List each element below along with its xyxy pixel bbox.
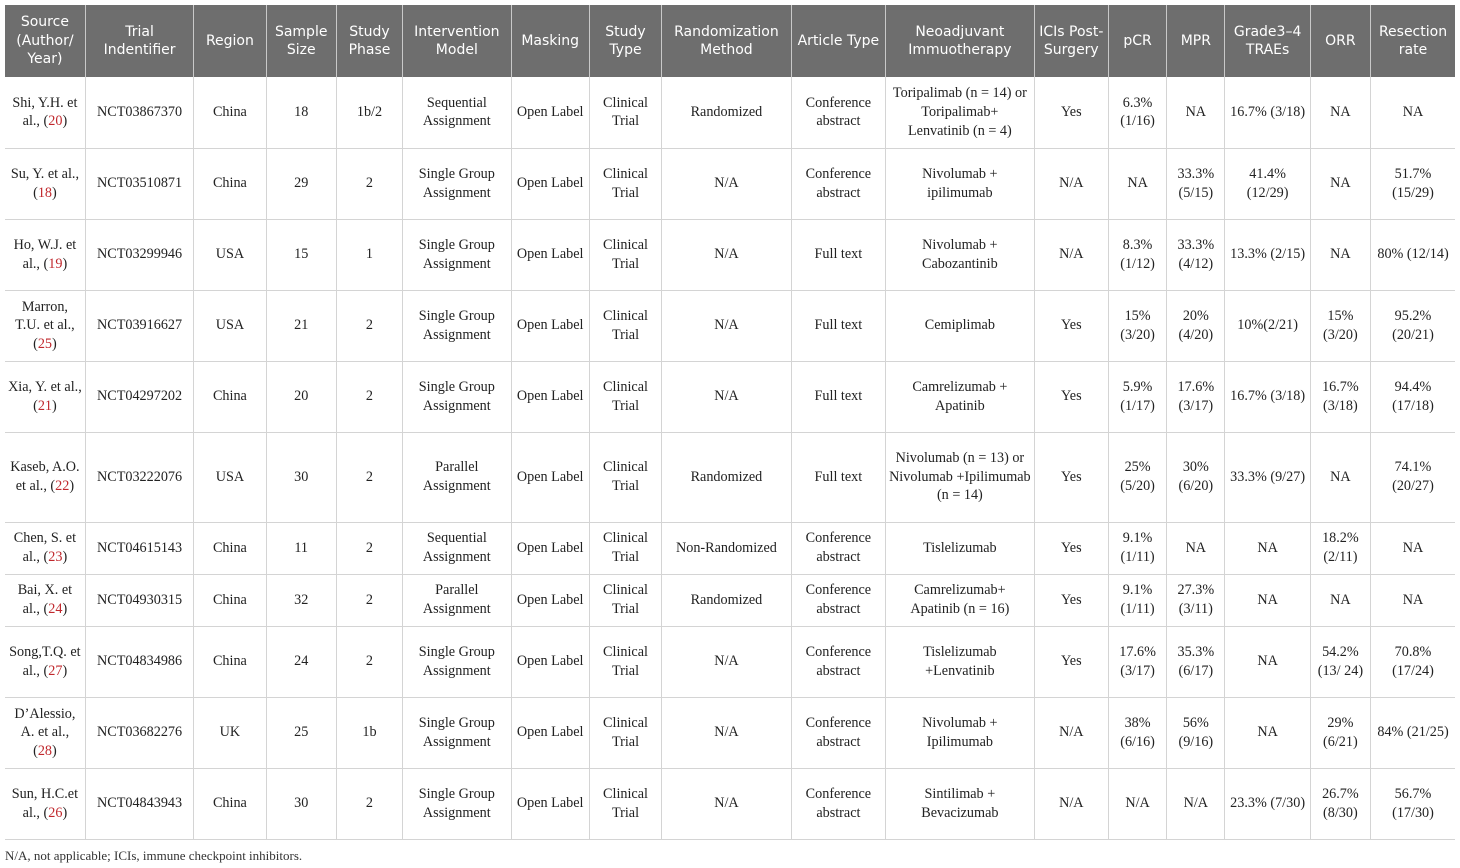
phase-cell: 2 <box>336 148 402 219</box>
intervention-model-cell: Parallel Assignment <box>403 432 511 522</box>
phase-cell: 2 <box>336 290 402 361</box>
resection-rate-cell: NA <box>1371 574 1455 626</box>
source-cell: Marron, T.U. et al., (25) <box>5 290 85 361</box>
randomization-cell: Randomized <box>662 77 792 148</box>
header-article-type: Article Type <box>791 5 885 77</box>
immunotherapy-cell: Nivolumab + Ipilimumab <box>886 697 1035 768</box>
source-author: Xia, Y. et al., <box>8 378 82 395</box>
pcr-cell: 15% (3/20) <box>1108 290 1166 361</box>
article-type-cell: Conference abstract <box>791 148 885 219</box>
sample-size-cell: 32 <box>266 574 336 626</box>
phase-cell: 2 <box>336 361 402 432</box>
article-type-cell: Full text <box>791 361 885 432</box>
resection-rate-cell: 56.7% (17/30) <box>1371 768 1455 839</box>
sample-size-cell: 24 <box>266 626 336 697</box>
table-row <box>5 219 1455 290</box>
pcr-cell: 9.1% (1/11) <box>1108 522 1166 574</box>
mpr-cell: 20% (4/20) <box>1167 290 1225 361</box>
table-row <box>5 574 1455 626</box>
reference-link[interactable]: 20 <box>48 113 63 130</box>
study-type-cell: Clinical Trial <box>589 148 661 219</box>
source-cell: Su, Y. et al., (18) <box>5 148 85 219</box>
pcr-cell: 5.9% (1/17) <box>1108 361 1166 432</box>
article-type-cell: Conference abstract <box>791 522 885 574</box>
reference-link[interactable]: 21 <box>37 397 52 414</box>
sample-size-cell: 15 <box>266 219 336 290</box>
masking-cell: Open Label <box>511 626 589 697</box>
trial-id-cell: NCT04930315 <box>85 574 193 626</box>
intervention-model-cell: Single Group Assignment <box>403 148 511 219</box>
reference-link[interactable]: 23 <box>48 549 63 565</box>
source-cell: Shi, Y.H. et al., (20) <box>5 77 85 148</box>
table-row <box>5 361 1455 432</box>
study-type-cell: Clinical Trial <box>589 626 661 697</box>
trial-id-cell: NCT03867370 <box>85 77 193 148</box>
ici-post-surgery-cell: Yes <box>1034 522 1108 574</box>
trial-id-cell: NCT03916627 <box>85 290 193 361</box>
masking-cell: Open Label <box>511 574 589 626</box>
traes-cell: 33.3% (9/27) <box>1225 432 1310 522</box>
region-cell: China <box>194 768 266 839</box>
table-row <box>5 432 1455 522</box>
sample-size-cell: 21 <box>266 290 336 361</box>
randomization-cell: N/A <box>662 626 792 697</box>
sample-size-cell: 29 <box>266 148 336 219</box>
orr-cell: NA <box>1310 432 1370 522</box>
region-cell: China <box>194 361 266 432</box>
immunotherapy-cell: Sintilimab + Bevacizumab <box>886 768 1035 839</box>
study-type-cell: Clinical Trial <box>589 522 661 574</box>
resection-rate-cell: 80% (12/14) <box>1371 219 1455 290</box>
sample-size-cell: 20 <box>266 361 336 432</box>
header-orr: ORR <box>1310 5 1370 77</box>
mpr-cell: 27.3% (3/11) <box>1167 574 1225 626</box>
resection-rate-cell: NA <box>1371 522 1455 574</box>
pcr-cell: 38% (6/16) <box>1108 697 1166 768</box>
table-row <box>5 697 1455 768</box>
table-body <box>5 77 1455 839</box>
study-type-cell: Clinical Trial <box>589 768 661 839</box>
ici-post-surgery-cell: N/A <box>1034 219 1108 290</box>
randomization-cell: Non-Randomized <box>662 522 792 574</box>
pcr-cell: 8.3% (1/12) <box>1108 219 1166 290</box>
region-cell: USA <box>194 219 266 290</box>
study-type-cell: Clinical Trial <box>589 432 661 522</box>
reference-link[interactable]: 22 <box>55 478 70 494</box>
masking-cell: Open Label <box>511 361 589 432</box>
randomization-cell: N/A <box>662 290 792 361</box>
ici-post-surgery-cell: Yes <box>1034 432 1108 522</box>
phase-cell: 2 <box>336 574 402 626</box>
masking-cell: Open Label <box>511 77 589 148</box>
traes-cell: 10%(2/21) <box>1225 290 1310 361</box>
trial-id-cell: NCT03222076 <box>85 432 193 522</box>
header-resection-rate: Resection rate <box>1371 5 1455 77</box>
phase-cell: 2 <box>336 626 402 697</box>
header-immunotherapy: Neoadjuvant Immuotherapy <box>886 5 1035 77</box>
mpr-cell: N/A <box>1167 768 1225 839</box>
ici-post-surgery-cell: N/A <box>1034 697 1108 768</box>
resection-rate-cell: 84% (21/25) <box>1371 697 1455 768</box>
immunotherapy-cell: Toripalimab (n = 14) or Toripalimab+ Lenvatinib (n = 4) <box>886 77 1035 148</box>
source-author: Shi, Y.H. et al., <box>12 94 78 130</box>
masking-cell: Open Label <box>511 148 589 219</box>
source-cell: Chen, S. et al., (23) <box>5 522 85 574</box>
header-ici-post-surgery: ICIs Post-Surgery <box>1034 5 1108 77</box>
ici-post-surgery-cell: N/A <box>1034 148 1108 219</box>
intervention-model-cell: Sequential Assignment <box>403 522 511 574</box>
sample-size-cell: 25 <box>266 697 336 768</box>
orr-cell: NA <box>1310 77 1370 148</box>
pcr-cell: 17.6% (3/17) <box>1108 626 1166 697</box>
header-pcr: pCR <box>1108 5 1166 77</box>
traes-cell: 23.3% (7/30) <box>1225 768 1310 839</box>
mpr-cell: 17.6% (3/17) <box>1167 361 1225 432</box>
pcr-cell: 6.3% (1/16) <box>1108 77 1166 148</box>
trial-id-cell: NCT04834986 <box>85 626 193 697</box>
phase-cell: 1b/2 <box>336 77 402 148</box>
orr-cell: 54.2% (13/ 24) <box>1310 626 1370 697</box>
phase-cell: 1 <box>336 219 402 290</box>
intervention-model-cell: Single Group Assignment <box>403 697 511 768</box>
reference-link[interactable]: 24 <box>48 601 63 617</box>
header-intervention-model: Intervention Model <box>403 5 511 77</box>
source-cell: D’Alessio, A. et al., (28) <box>5 697 85 768</box>
header-masking: Masking <box>511 5 589 77</box>
masking-cell: Open Label <box>511 522 589 574</box>
study-type-cell: Clinical Trial <box>589 77 661 148</box>
randomization-cell: N/A <box>662 219 792 290</box>
intervention-model-cell: Single Group Assignment <box>403 626 511 697</box>
immunotherapy-cell: Tislelizumab <box>886 522 1035 574</box>
source-author: Su, Y. et al., <box>10 165 79 182</box>
ici-post-surgery-cell: Yes <box>1034 77 1108 148</box>
immunotherapy-cell: Nivolumab + ipilimumab <box>886 148 1035 219</box>
immunotherapy-cell: Nivolumab + Cabozantinib <box>886 219 1035 290</box>
source-cell: Kaseb, A.O. et al., (22) <box>5 432 85 522</box>
traes-cell: 16.7% (3/18) <box>1225 361 1310 432</box>
article-type-cell: Conference abstract <box>791 626 885 697</box>
randomization-cell: Randomized <box>662 432 792 522</box>
ici-post-surgery-cell: Yes <box>1034 574 1108 626</box>
orr-cell: NA <box>1310 148 1370 219</box>
table-row <box>5 148 1455 219</box>
randomization-cell: N/A <box>662 768 792 839</box>
intervention-model-cell: Single Group Assignment <box>403 219 511 290</box>
sample-size-cell: 18 <box>266 77 336 148</box>
pcr-cell: N/A <box>1108 768 1166 839</box>
trial-id-cell: NCT04843943 <box>85 768 193 839</box>
mpr-cell: 56% (9/16) <box>1167 697 1225 768</box>
header-traes: Grade3–4 TRAEs <box>1225 5 1310 77</box>
pcr-cell: 25% (5/20) <box>1108 432 1166 522</box>
region-cell: USA <box>194 290 266 361</box>
source-author: D’Alessio, A. et al., <box>14 705 76 741</box>
table-row <box>5 290 1455 361</box>
mpr-cell: 33.3% (5/15) <box>1167 148 1225 219</box>
sample-size-cell: 30 <box>266 432 336 522</box>
header-mpr: MPR <box>1167 5 1225 77</box>
source-author: Sun, H.C.et al., <box>11 785 79 821</box>
source-cell: Song,T.Q. et al., (27) <box>5 626 85 697</box>
source-author: Chen, S. et al., <box>13 530 77 565</box>
orr-cell: 18.2% (2/11) <box>1310 522 1370 574</box>
intervention-model-cell: Sequential Assignment <box>403 77 511 148</box>
traes-cell: NA <box>1225 574 1310 626</box>
randomization-cell: Randomized <box>662 574 792 626</box>
table-row <box>5 77 1455 148</box>
orr-cell: 29% (6/21) <box>1310 697 1370 768</box>
region-cell: China <box>194 148 266 219</box>
traes-cell: 16.7% (3/18) <box>1225 77 1310 148</box>
region-cell: China <box>194 77 266 148</box>
intervention-model-cell: Single Group Assignment <box>403 361 511 432</box>
phase-cell: 2 <box>336 522 402 574</box>
masking-cell: Open Label <box>511 219 589 290</box>
mpr-cell: 33.3% (4/12) <box>1167 219 1225 290</box>
article-type-cell: Full text <box>791 432 885 522</box>
pcr-cell: 9.1% (1/11) <box>1108 574 1166 626</box>
traes-cell: 13.3% (2/15) <box>1225 219 1310 290</box>
orr-cell: NA <box>1310 219 1370 290</box>
mpr-cell: 35.3% (6/17) <box>1167 626 1225 697</box>
study-type-cell: Clinical Trial <box>589 574 661 626</box>
ici-post-surgery-cell: Yes <box>1034 290 1108 361</box>
header-region: Region <box>194 5 266 77</box>
mpr-cell: NA <box>1167 522 1225 574</box>
traes-cell: NA <box>1225 522 1310 574</box>
source-author: Ho, W.J. et al., <box>13 236 77 272</box>
table-row <box>5 522 1455 574</box>
traes-cell: NA <box>1225 626 1310 697</box>
region-cell: USA <box>194 432 266 522</box>
intervention-model-cell: Single Group Assignment <box>403 290 511 361</box>
trial-id-cell: NCT04297202 <box>85 361 193 432</box>
header-randomization: Randomization Method <box>662 5 792 77</box>
header-row <box>5 5 1455 77</box>
source-cell: Bai, X. et al., (24) <box>5 574 85 626</box>
article-type-cell: Full text <box>791 290 885 361</box>
resection-rate-cell: 51.7% (15/29) <box>1371 148 1455 219</box>
reference-link[interactable]: 26 <box>48 804 63 821</box>
header-sample-size: Sample Size <box>266 5 336 77</box>
header-study-phase: Study Phase <box>336 5 402 77</box>
resection-rate-cell: 74.1% (20/27) <box>1371 432 1455 522</box>
source-author: Song,T.Q. et al., <box>9 643 81 679</box>
masking-cell: Open Label <box>511 290 589 361</box>
article-type-cell: Conference abstract <box>791 574 885 626</box>
source-cell: Ho, W.J. et al., (19) <box>5 219 85 290</box>
resection-rate-cell: 70.8% (17/24) <box>1371 626 1455 697</box>
orr-cell: 15% (3/20) <box>1310 290 1370 361</box>
table-footnote: N/A, not applicable; ICIs, immune checkpoint inhibitors. <box>5 848 303 863</box>
randomization-cell: N/A <box>662 148 792 219</box>
source-author: Marron, T.U. et al., <box>15 298 75 334</box>
table-row <box>5 626 1455 697</box>
sample-size-cell: 30 <box>266 768 336 839</box>
sample-size-cell: 11 <box>266 522 336 574</box>
header-study-type: Study Type <box>589 5 661 77</box>
immunotherapy-cell: Cemiplimab <box>886 290 1035 361</box>
trial-id-cell: NCT03682276 <box>85 697 193 768</box>
study-type-cell: Clinical Trial <box>589 697 661 768</box>
orr-cell: 26.7% (8/30) <box>1310 768 1370 839</box>
ici-post-surgery-cell: N/A <box>1034 768 1108 839</box>
source-author: Bai, X. et al., <box>17 582 73 617</box>
masking-cell: Open Label <box>511 432 589 522</box>
pcr-cell: NA <box>1108 148 1166 219</box>
immunotherapy-cell: Camrelizumab + Apatinib <box>886 361 1035 432</box>
reference-link[interactable]: 28 <box>37 742 52 759</box>
region-cell: China <box>194 574 266 626</box>
reference-link[interactable]: 19 <box>48 255 63 272</box>
resection-rate-cell: 94.4% (17/18) <box>1371 361 1455 432</box>
trials-table <box>5 5 1455 840</box>
region-cell: UK <box>194 697 266 768</box>
ici-post-surgery-cell: Yes <box>1034 361 1108 432</box>
trial-id-cell: NCT03299946 <box>85 219 193 290</box>
reference-link[interactable]: 25 <box>37 335 52 352</box>
article-type-cell: Conference abstract <box>791 697 885 768</box>
article-type-cell: Conference abstract <box>791 768 885 839</box>
intervention-model-cell: Parallel Assignment <box>403 574 511 626</box>
immunotherapy-cell: Nivolumab (n = 13) or Nivolumab +Ipilimumab (n = 14) <box>886 432 1035 522</box>
orr-cell: NA <box>1310 574 1370 626</box>
region-cell: China <box>194 626 266 697</box>
article-type-cell: Full text <box>791 219 885 290</box>
masking-cell: Open Label <box>511 768 589 839</box>
resection-rate-cell: NA <box>1371 77 1455 148</box>
trial-id-cell: NCT04615143 <box>85 522 193 574</box>
header-source: Source (Author/ Year) <box>5 5 85 77</box>
traes-cell: NA <box>1225 697 1310 768</box>
masking-cell: Open Label <box>511 697 589 768</box>
region-cell: China <box>194 522 266 574</box>
source-cell: Sun, H.C.et al., (26) <box>5 768 85 839</box>
intervention-model-cell: Single Group Assignment <box>403 768 511 839</box>
phase-cell: 1b <box>336 697 402 768</box>
phase-cell: 2 <box>336 432 402 522</box>
table-container <box>5 5 1455 840</box>
study-type-cell: Clinical Trial <box>589 219 661 290</box>
traes-cell: 41.4% (12/29) <box>1225 148 1310 219</box>
resection-rate-cell: 95.2% (20/21) <box>1371 290 1455 361</box>
article-type-cell: Conference abstract <box>791 77 885 148</box>
header-trial-identifier: Trial Indentifier <box>85 5 193 77</box>
reference-link[interactable]: 27 <box>48 662 63 679</box>
randomization-cell: N/A <box>662 697 792 768</box>
mpr-cell: 30% (6/20) <box>1167 432 1225 522</box>
table-row <box>5 768 1455 839</box>
randomization-cell: N/A <box>662 361 792 432</box>
source-author: Kaseb, A.O. et al., <box>10 459 80 494</box>
study-type-cell: Clinical Trial <box>589 361 661 432</box>
study-type-cell: Clinical Trial <box>589 290 661 361</box>
orr-cell: 16.7% (3/18) <box>1310 361 1370 432</box>
mpr-cell: NA <box>1167 77 1225 148</box>
trial-id-cell: NCT03510871 <box>85 148 193 219</box>
reference-link[interactable]: 18 <box>37 184 52 201</box>
phase-cell: 2 <box>336 768 402 839</box>
immunotherapy-cell: Camrelizumab+ Apatinib (n = 16) <box>886 574 1035 626</box>
immunotherapy-cell: Tislelizumab +Lenvatinib <box>886 626 1035 697</box>
ici-post-surgery-cell: Yes <box>1034 626 1108 697</box>
source-cell: Xia, Y. et al., (21) <box>5 361 85 432</box>
